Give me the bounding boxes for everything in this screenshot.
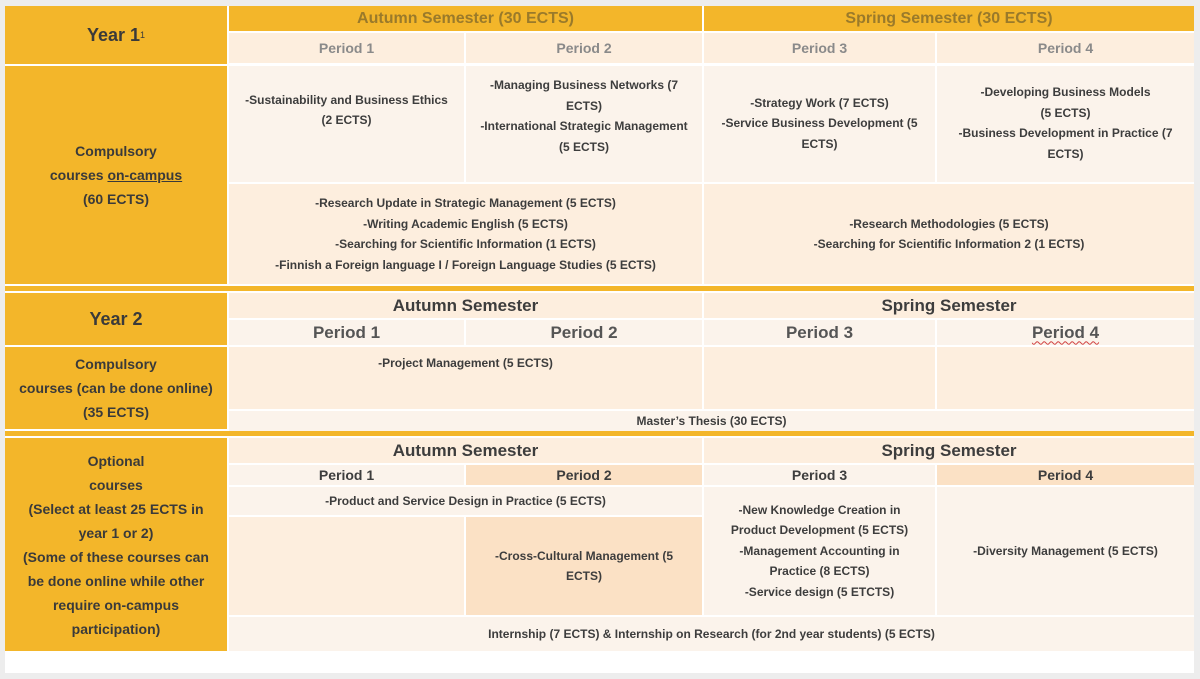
optional-autumn-header — [229, 438, 702, 463]
course-line: -Research Update in Strategic Management (5 ECTS) — [315, 196, 616, 210]
year1-compulsory-line2 — [50, 163, 182, 187]
optional-line: courses — [89, 476, 143, 493]
year2-period-1-label: Period 1 — [312, 322, 381, 342]
year1-period-1 — [229, 33, 464, 63]
year1-period-2-courses — [466, 66, 702, 182]
year2-spring-header — [704, 293, 1194, 318]
optional-period-4-label: Period 4 — [1037, 467, 1094, 483]
optional-spring-header-text: Spring Semester — [881, 440, 1017, 460]
year2-period-4 — [937, 320, 1194, 345]
year1-spring-header-text: Spring Semester (30 ECTS) — [845, 9, 1053, 27]
year1-autumn-header — [229, 6, 702, 31]
course-line: (5 ECTS) — [1040, 105, 1091, 120]
course-line: -Project Management (5 ECTS) — [378, 356, 553, 370]
course-line: -Managing Business Networks (7 — [489, 78, 679, 92]
optional-line: (Select at least 25 ECTS in — [28, 500, 204, 517]
year2-autumn-header — [229, 293, 702, 318]
course-line: -New Knowledge Creation in — [738, 502, 901, 517]
year2-period-2-label: Period 2 — [550, 322, 618, 342]
year1-period-4-courses — [937, 66, 1194, 182]
year1-period-2 — [466, 33, 702, 63]
year1-period-3 — [704, 33, 935, 63]
year2-compulsory-label — [5, 347, 227, 429]
year1-compulsory-label — [5, 66, 227, 284]
course-line: -Strategy Work (7 ECTS) — [750, 95, 889, 110]
year2-thesis — [229, 411, 1194, 431]
optional-line: require on-campus — [52, 596, 180, 613]
year1-compulsory-line3: (60 ECTS) — [82, 191, 150, 207]
course-line: -International Strategic Management — [480, 119, 688, 133]
optional-period-4 — [937, 465, 1194, 485]
year1-period-4 — [937, 33, 1194, 63]
course-line: -Service Business Development (5 — [721, 116, 918, 131]
year1-autumn-header-text: Autumn Semester (30 ECTS) — [357, 9, 574, 27]
year2-label — [5, 293, 227, 345]
optional-period-2-label: Period 2 — [556, 467, 612, 483]
optional-period-1-label: Period 1 — [318, 467, 375, 483]
course-line: Master’s Thesis (30 ECTS) — [636, 413, 787, 428]
year1-spring-courses — [704, 184, 1194, 284]
course-line: -Research Methodologies (5 ECTS) — [849, 216, 1049, 231]
course-line: -Business Development in Practice (7 — [958, 126, 1173, 140]
year1-period-4-label: Period 4 — [1037, 40, 1094, 56]
year2-compulsory-line1: Compulsory — [75, 356, 157, 372]
optional-spring-header — [704, 438, 1194, 463]
year2-compulsory-line3: (35 ECTS) — [82, 404, 150, 420]
course-line: -Searching for Scientific Information (1 ECTS) — [335, 237, 596, 251]
year2-period-4-empty — [937, 347, 1194, 409]
course-line: (5 ECTS) — [558, 139, 609, 154]
year1-period-2-label: Period 2 — [556, 40, 612, 56]
optional-line: (Some of these courses can — [23, 548, 209, 565]
optional-line: be done online while other — [27, 572, 205, 589]
course-line: -Searching for Scientific Information 2 (1 ECTS) — [813, 237, 1085, 251]
course-line: (2 ECTS) — [321, 113, 372, 127]
course-line: -Diversity Management (5 ECTS) — [973, 543, 1158, 558]
optional-period-1 — [229, 465, 464, 485]
course-line: -Service design (5 ETCTS) — [744, 584, 895, 599]
optional-line: participation) — [71, 620, 161, 637]
year2-period-3-empty — [704, 347, 935, 409]
course-line: -Product and Service Design in Practice (5 ECTS) — [325, 493, 606, 508]
year2-spring-header-text: Spring Semester — [881, 295, 1017, 315]
course-line: -Sustainability and Business Ethics — [245, 92, 448, 107]
year1-autumn-courses — [229, 184, 702, 284]
optional-period-1-empty — [229, 517, 464, 615]
year2-compulsory-line2: courses (can be done online) — [19, 380, 213, 396]
optional-line: year 1 or 2) — [78, 524, 154, 541]
course-line: ECTS) — [566, 98, 602, 113]
optional-period-3-label: Period 3 — [791, 467, 848, 483]
optional-diversity — [937, 487, 1194, 615]
optional-period-2 — [466, 465, 702, 485]
year2-label-text: Year 2 — [89, 308, 143, 329]
optional-product-design — [229, 487, 702, 515]
year1-period-1-label: Period 1 — [318, 40, 375, 56]
year2-period-3 — [704, 320, 935, 345]
year1-period-1-courses — [229, 66, 464, 182]
year1-compulsory-line2-prefix: courses — [49, 167, 108, 183]
year1-spring-header — [704, 6, 1194, 31]
course-line: -Cross-Cultural Management (5 — [494, 548, 674, 563]
optional-period-3 — [704, 465, 935, 485]
section-divider — [5, 431, 1194, 436]
optional-cross-cultural — [466, 517, 702, 615]
course-line: ECTS) — [801, 136, 838, 151]
course-line: ECTS) — [1047, 146, 1084, 161]
year2-period-2 — [466, 320, 702, 345]
year1-label-sup: 1 — [140, 30, 146, 40]
course-line: Internship (7 ECTS) & Internship on Research (for 2nd year students) (5 ECTS) — [488, 626, 935, 641]
course-line: -Developing Business Models — [980, 85, 1151, 99]
year2-autumn-courses — [229, 347, 702, 409]
year1-compulsory-line1: Compulsory — [75, 143, 157, 159]
year2-period-4-label: Period 4 — [1031, 322, 1100, 342]
course-line: -Finnish a Foreign language I / Foreign Language Studies (5 ECTS) — [275, 257, 656, 272]
optional-line: Optional — [87, 452, 145, 469]
year2-autumn-header-text: Autumn Semester — [392, 295, 539, 315]
optional-period-3-courses — [704, 487, 935, 615]
year1-period-3-label: Period 3 — [791, 40, 848, 56]
course-line: -Writing Academic English (5 ECTS) — [363, 216, 568, 231]
optional-label — [5, 438, 227, 651]
course-line: ECTS) — [566, 569, 602, 583]
year1-label-text: Year 1 — [86, 24, 141, 45]
course-line: Practice (8 ECTS) — [769, 564, 870, 579]
year2-period-3-label: Period 3 — [785, 322, 854, 342]
optional-autumn-header-text: Autumn Semester — [392, 440, 539, 460]
course-line: Product Development (5 ECTS) — [730, 523, 909, 538]
course-line: -Management Accounting in — [739, 543, 900, 558]
year1-label — [5, 6, 227, 64]
year1-compulsory-line2-underlined: on-campus — [107, 167, 183, 183]
optional-internship — [229, 617, 1194, 651]
year-divider — [5, 286, 1194, 291]
year1-period-3-courses — [704, 66, 935, 182]
year2-period-1 — [229, 320, 464, 345]
